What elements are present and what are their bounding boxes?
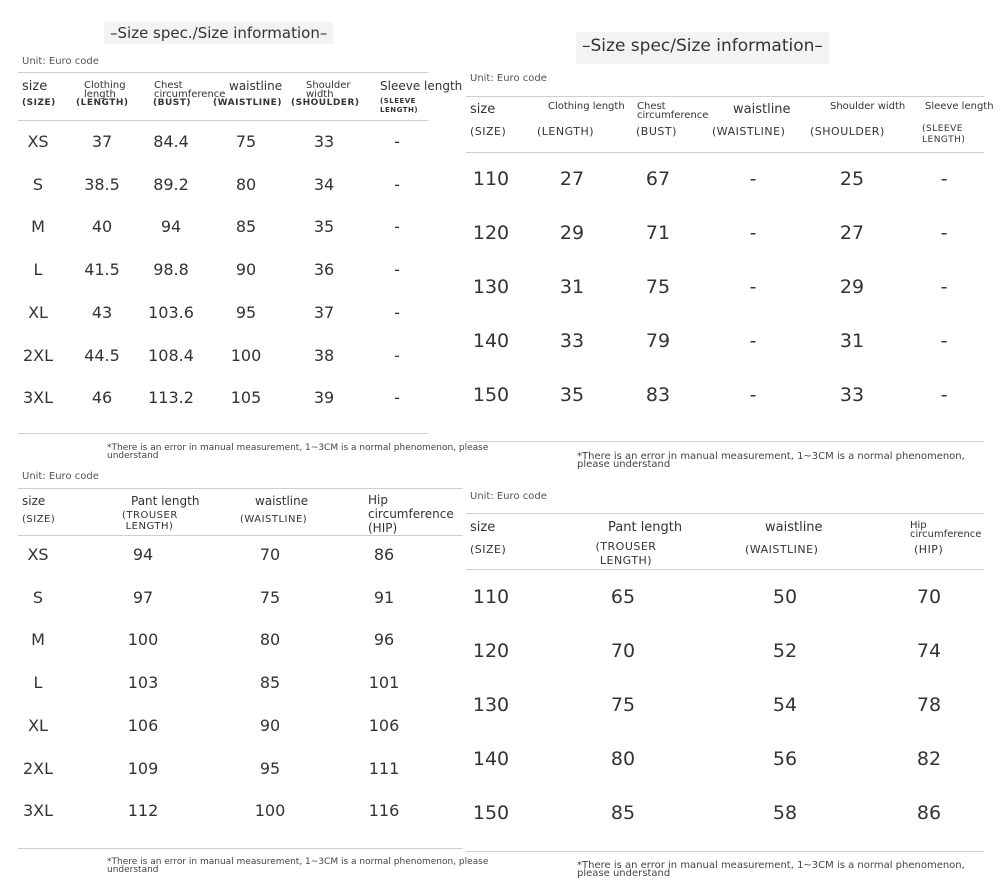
value-cell: 91 [373, 587, 395, 607]
col-header-size: size [22, 494, 46, 508]
size-cell: 130 [472, 276, 510, 298]
value-cell: 41.5 [84, 260, 120, 280]
divider [466, 96, 984, 97]
value-cell: 75 [259, 587, 281, 607]
value-cell: 84.4 [153, 132, 189, 151]
value-cell: - [749, 330, 757, 352]
value-cell: 90 [259, 715, 281, 735]
value-cell: 29 [839, 276, 865, 298]
value-cell: 31 [839, 330, 865, 352]
value-cell: 70 [916, 586, 942, 608]
col-header-length: Clothing length [548, 101, 625, 112]
value-cell: 105 [230, 388, 262, 408]
value-cell: 35 [559, 384, 585, 406]
value-cell: 35 [313, 217, 335, 237]
value-cell: 89.2 [153, 174, 189, 194]
value-cell: - [940, 330, 948, 352]
value-cell: 75 [610, 694, 636, 716]
value-cell: 65 [610, 586, 636, 608]
value-cell: 71 [645, 222, 671, 244]
col-sub-pantlength: (TROUSER LENGTH) [595, 540, 657, 567]
value-cell: 46 [91, 388, 113, 408]
value-cell: 96 [373, 630, 395, 650]
divider [466, 851, 984, 852]
value-cell: 31 [559, 276, 585, 298]
value-cell: 85 [235, 217, 257, 237]
measurement-note: *There is an error in manual measurement, 1~3CM is a normal phenomenon, [577, 451, 965, 462]
value-cell: - [394, 260, 400, 280]
col-sub-sleeve: (SLEEVE LENGTH) [922, 124, 966, 145]
size-cell: 130 [472, 694, 510, 716]
size-title: –Size spec./Size information– [104, 22, 333, 44]
size-cell: 140 [472, 748, 510, 770]
col-sub-waist: (WAISTLINE) [745, 543, 819, 556]
col-header-hip: Hip circumference (HIP) [368, 493, 454, 535]
value-cell: 29 [559, 222, 585, 244]
divider [466, 441, 984, 442]
value-cell: 33 [313, 132, 335, 151]
col-header-hip: Hip circumference [910, 520, 982, 540]
col-header-size: size [470, 520, 496, 535]
size-cell: L [33, 260, 43, 280]
col-sub-shoulder: (SHOULDER) [291, 98, 360, 108]
measurement-note-cont: please understand [577, 459, 671, 470]
size-cell: XL [28, 715, 48, 735]
value-cell: - [940, 222, 948, 244]
size-cell: 120 [472, 222, 510, 244]
size-cell: 3XL [22, 801, 54, 821]
value-cell: 80 [259, 630, 281, 650]
value-cell: - [940, 168, 948, 190]
value-cell: 67 [645, 168, 671, 190]
divider [18, 120, 428, 121]
value-cell: 74 [916, 640, 942, 662]
col-header-shoulder: Shoulder width [306, 80, 351, 100]
size-cell: XS [27, 132, 49, 151]
value-cell: 75 [645, 276, 671, 298]
unit-label: Unit: Euro code [22, 56, 99, 67]
col-header-length: Clothing length [84, 80, 126, 100]
value-cell: 37 [313, 302, 335, 322]
col-header-shoulder: Shoulder width [830, 101, 906, 112]
value-cell: 40 [91, 217, 113, 237]
value-cell: 43 [91, 302, 113, 322]
size-cell: 150 [472, 384, 510, 406]
value-cell: 34 [313, 174, 335, 194]
col-sub-bust: (BUST) [153, 98, 192, 108]
value-cell: 106 [127, 715, 159, 735]
col-sub-shoulder: (SHOULDER) [810, 125, 885, 138]
col-header-waist: waistline [255, 494, 309, 508]
value-cell: 95 [235, 302, 257, 322]
value-cell: 56 [772, 748, 798, 770]
value-cell: 82 [916, 748, 942, 770]
value-cell: 27 [839, 222, 865, 244]
value-cell: 38.5 [84, 174, 120, 194]
value-cell: 80 [235, 174, 257, 194]
col-header-size: size [470, 102, 496, 117]
value-cell: - [394, 132, 400, 151]
value-cell: 78 [916, 694, 942, 716]
size-cell: 2XL [22, 345, 54, 365]
value-cell: 111 [368, 758, 400, 778]
size-cell: 2XL [22, 758, 54, 778]
value-cell: 98.8 [153, 260, 189, 280]
value-cell: - [394, 345, 400, 365]
col-sub-bust: (BUST) [636, 125, 677, 138]
value-cell: 25 [839, 168, 865, 190]
size-cell: 140 [472, 330, 510, 352]
divider [466, 513, 984, 514]
value-cell: 97 [132, 587, 154, 607]
value-cell: 27 [559, 168, 585, 190]
value-cell: 70 [610, 640, 636, 662]
size-cell: S [32, 174, 44, 194]
col-header-bust: Chest circumference [637, 101, 709, 121]
col-header-waist: waistline [229, 79, 283, 93]
size-cell: 150 [472, 802, 510, 824]
col-header-waist: waistline [765, 520, 823, 535]
value-cell: 85 [259, 673, 281, 693]
value-cell: 94 [132, 545, 154, 564]
divider [466, 569, 984, 570]
value-cell: - [749, 384, 757, 406]
value-cell: 86 [373, 545, 395, 564]
size-cell: 110 [472, 168, 510, 190]
col-sub-size: (SIZE) [22, 98, 56, 108]
col-sub-size: (SIZE) [22, 514, 56, 525]
divider [18, 72, 428, 73]
value-cell: 100 [254, 801, 286, 821]
value-cell: 79 [645, 330, 671, 352]
col-header-waist: waistline [733, 102, 791, 117]
col-sub-length: (LENGTH) [76, 98, 129, 108]
col-sub-pantlength: (TROUSER LENGTH) [122, 510, 178, 532]
value-cell: 83 [645, 384, 671, 406]
value-cell: 37 [91, 132, 113, 151]
col-sub-waist: (WAISTLINE) [240, 514, 308, 525]
value-cell: - [749, 276, 757, 298]
value-cell: 85 [610, 802, 636, 824]
value-cell: - [394, 174, 400, 194]
divider [18, 488, 463, 489]
measurement-note: *There is an error in manual measurement, 1~3CM is a normal phenomenon, please [107, 857, 489, 867]
size-title: –Size spec/Size information– [576, 32, 829, 64]
value-cell: - [940, 384, 948, 406]
value-cell: 44.5 [84, 345, 120, 365]
divider [18, 848, 463, 849]
col-sub-length: (LENGTH) [537, 125, 595, 138]
value-cell: - [749, 222, 757, 244]
measurement-note: *There is an error in manual measurement, 1~3CM is a normal phenomenon, please [107, 443, 489, 453]
col-header-sleeve: Sleeve length [925, 101, 994, 112]
value-cell: 95 [259, 758, 281, 778]
value-cell: 113.2 [148, 388, 194, 408]
unit-label: Unit: Euro code [470, 73, 547, 84]
value-cell: 80 [610, 748, 636, 770]
size-cell: 110 [472, 586, 510, 608]
col-header-sleeve: Sleeve length [380, 79, 463, 93]
col-sub-sleeve: (SLEEVE LENGTH) [380, 97, 419, 114]
value-cell: 58 [772, 802, 798, 824]
col-header-bust: Chest circumference [154, 80, 226, 100]
col-sub-waist: (WAISTLINE) [213, 98, 282, 108]
value-cell: 101 [368, 673, 400, 693]
value-cell: - [394, 302, 400, 322]
col-header-pantlength: Pant length [131, 494, 200, 508]
value-cell: 108.4 [148, 345, 194, 365]
value-cell: 116 [368, 801, 400, 821]
value-cell: 86 [916, 802, 942, 824]
measurement-note-cont: understand [107, 865, 159, 875]
measurement-note: *There is an error in manual measurement, 1~3CM is a normal phenomenon, [577, 860, 965, 871]
value-cell: 75 [235, 132, 257, 151]
value-cell: 103 [127, 673, 159, 693]
divider [18, 433, 428, 434]
unit-label: Unit: Euro code [22, 471, 99, 482]
unit-label: Unit: Euro code [470, 491, 547, 502]
value-cell: 100 [127, 630, 159, 650]
value-cell: - [394, 388, 400, 408]
value-cell: 103.6 [148, 302, 194, 322]
col-header-size: size [22, 79, 48, 94]
size-cell: 120 [472, 640, 510, 662]
size-cell: S [32, 587, 44, 607]
size-cell: XS [27, 545, 49, 564]
value-cell: - [940, 276, 948, 298]
size-cell: XL [28, 302, 48, 322]
value-cell: 100 [230, 345, 262, 365]
value-cell: 54 [772, 694, 798, 716]
value-cell: 106 [368, 715, 400, 735]
value-cell: 90 [235, 260, 257, 280]
col-header-pantlength: Pant length [608, 520, 683, 535]
measurement-note-cont: please understand [577, 868, 671, 879]
value-cell: 33 [559, 330, 585, 352]
col-sub-size: (SIZE) [470, 543, 507, 556]
value-cell: - [749, 168, 757, 190]
size-cell: 3XL [22, 388, 54, 408]
col-sub-waist: (WAISTLINE) [712, 125, 786, 138]
value-cell: 94 [160, 217, 182, 237]
value-cell: 70 [259, 545, 281, 564]
value-cell: 52 [772, 640, 798, 662]
value-cell: 50 [772, 586, 798, 608]
value-cell: 39 [313, 388, 335, 408]
divider [18, 535, 463, 536]
value-cell: - [394, 217, 400, 237]
col-sub-size: (SIZE) [470, 125, 507, 138]
size-cell: M [31, 217, 45, 237]
size-cell: L [33, 673, 43, 693]
value-cell: 112 [127, 801, 159, 821]
value-cell: 33 [839, 384, 865, 406]
divider [466, 152, 984, 153]
measurement-note-cont: understand [107, 451, 159, 461]
value-cell: 36 [313, 260, 335, 280]
value-cell: 109 [127, 758, 159, 778]
size-cell: M [31, 630, 45, 650]
value-cell: 38 [313, 345, 335, 365]
col-sub-hip: (HIP) [914, 543, 944, 556]
